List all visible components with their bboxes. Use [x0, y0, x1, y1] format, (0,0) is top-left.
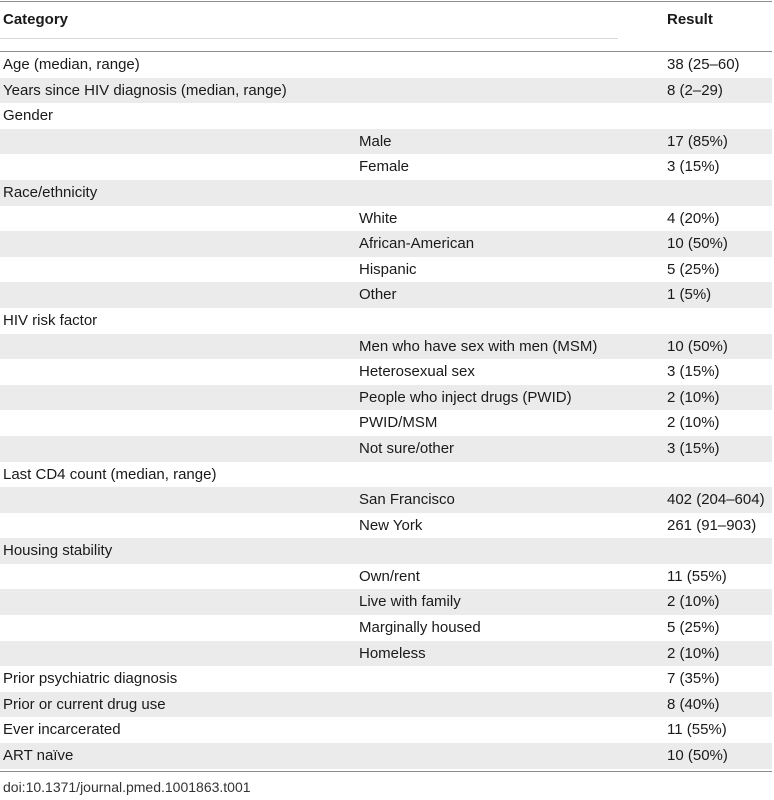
row-result: 1 (5%): [667, 286, 712, 304]
table-row: [0, 180, 772, 206]
table-row: [0, 564, 772, 590]
row-category: HIV risk factor: [3, 311, 98, 329]
row-subcategory: Marginally housed: [359, 619, 481, 637]
row-result: 2 (10%): [667, 593, 720, 611]
row-subcategory: Other: [359, 286, 397, 304]
header-category: Category: [3, 11, 69, 28]
table-row: [0, 78, 772, 104]
table-header: [0, 2, 772, 51]
row-result: 5 (25%): [667, 260, 720, 278]
table-row: [0, 385, 772, 411]
row-result: 3 (15%): [667, 158, 720, 176]
row-result: 3 (15%): [667, 363, 720, 381]
row-subcategory: PWID/MSM: [359, 414, 438, 432]
table-row: [0, 487, 772, 513]
table-row: [0, 334, 772, 360]
row-result: 11 (55%): [667, 721, 727, 739]
row-subcategory: San Francisco: [359, 491, 455, 509]
row-subcategory: Hispanic: [359, 260, 417, 278]
row-result: 2 (10%): [667, 388, 720, 406]
row-result: 5 (25%): [667, 619, 720, 637]
table-row: [0, 589, 772, 615]
row-result: 10 (50%): [667, 235, 728, 253]
row-result: 3 (15%): [667, 439, 720, 457]
table-row: [0, 206, 772, 232]
table-row: [0, 257, 772, 283]
row-category: Prior psychiatric diagnosis: [3, 670, 178, 688]
row-category: Age (median, range): [3, 56, 140, 73]
table-row: [0, 154, 772, 180]
table-row: [0, 666, 772, 692]
row-category: Gender: [3, 107, 54, 125]
row-result: 2 (10%): [667, 414, 720, 432]
row-result: 10 (50%): [667, 747, 728, 765]
row-subcategory: New York: [359, 516, 423, 534]
row-category: Years since HIV diagnosis (median, range): [3, 81, 287, 99]
header-span-rule: [0, 38, 618, 39]
table-row: [0, 436, 772, 462]
table-row: [0, 717, 772, 743]
table-row: [0, 538, 772, 564]
row-category: Race/ethnicity: [3, 183, 98, 201]
table-bottom-rule: [0, 771, 772, 772]
table-row: [0, 462, 772, 488]
table-row: [0, 231, 772, 257]
row-result: 11 (55%): [667, 567, 727, 585]
table-row: [0, 308, 772, 334]
row-subcategory: People who inject drugs (PWID): [359, 388, 572, 406]
table-row: [0, 410, 772, 436]
header-result: Result: [667, 11, 713, 28]
row-result: 402 (204–604): [667, 491, 765, 509]
table-row: [0, 615, 772, 641]
row-subcategory: Male: [359, 132, 392, 150]
table-row: [0, 641, 772, 667]
row-subcategory: Live with family: [359, 593, 461, 611]
table-row: [0, 282, 772, 308]
row-subcategory: White: [359, 209, 398, 227]
row-subcategory: Homeless: [359, 644, 426, 662]
row-result: 8 (2–29): [667, 81, 723, 99]
row-subcategory: African-American: [359, 235, 475, 253]
row-category: Last CD4 count (median, range): [3, 465, 217, 483]
row-subcategory: Heterosexual sex: [359, 363, 475, 381]
table-row: [0, 52, 772, 78]
row-result: 8 (40%): [667, 695, 720, 713]
row-category: Housing stability: [3, 542, 113, 560]
row-category: ART naïve: [3, 747, 74, 765]
row-category: Ever incarcerated: [3, 721, 121, 739]
row-result: 2 (10%): [667, 644, 720, 662]
table-row: [0, 103, 772, 129]
table-row: [0, 743, 772, 769]
row-subcategory: Men who have sex with men (MSM): [359, 337, 598, 355]
table-row: [0, 692, 772, 718]
row-result: 4 (20%): [667, 209, 720, 227]
row-result: 261 (91–903): [667, 516, 757, 534]
row-subcategory: Not sure/other: [359, 439, 455, 457]
table-row: [0, 129, 772, 155]
row-result: 17 (85%): [667, 132, 728, 150]
table-body: [0, 52, 772, 769]
table-row: [0, 359, 772, 385]
row-subcategory: Own/rent: [359, 567, 420, 585]
row-result: 38 (25–60): [667, 56, 740, 73]
table-row: [0, 513, 772, 539]
row-result: 10 (50%): [667, 337, 728, 355]
row-subcategory: Female: [359, 158, 410, 176]
row-category: Prior or current drug use: [3, 695, 166, 713]
row-result: 7 (35%): [667, 670, 720, 688]
doi-caption: doi:10.1371/journal.pmed.1001863.t001: [3, 779, 251, 795]
